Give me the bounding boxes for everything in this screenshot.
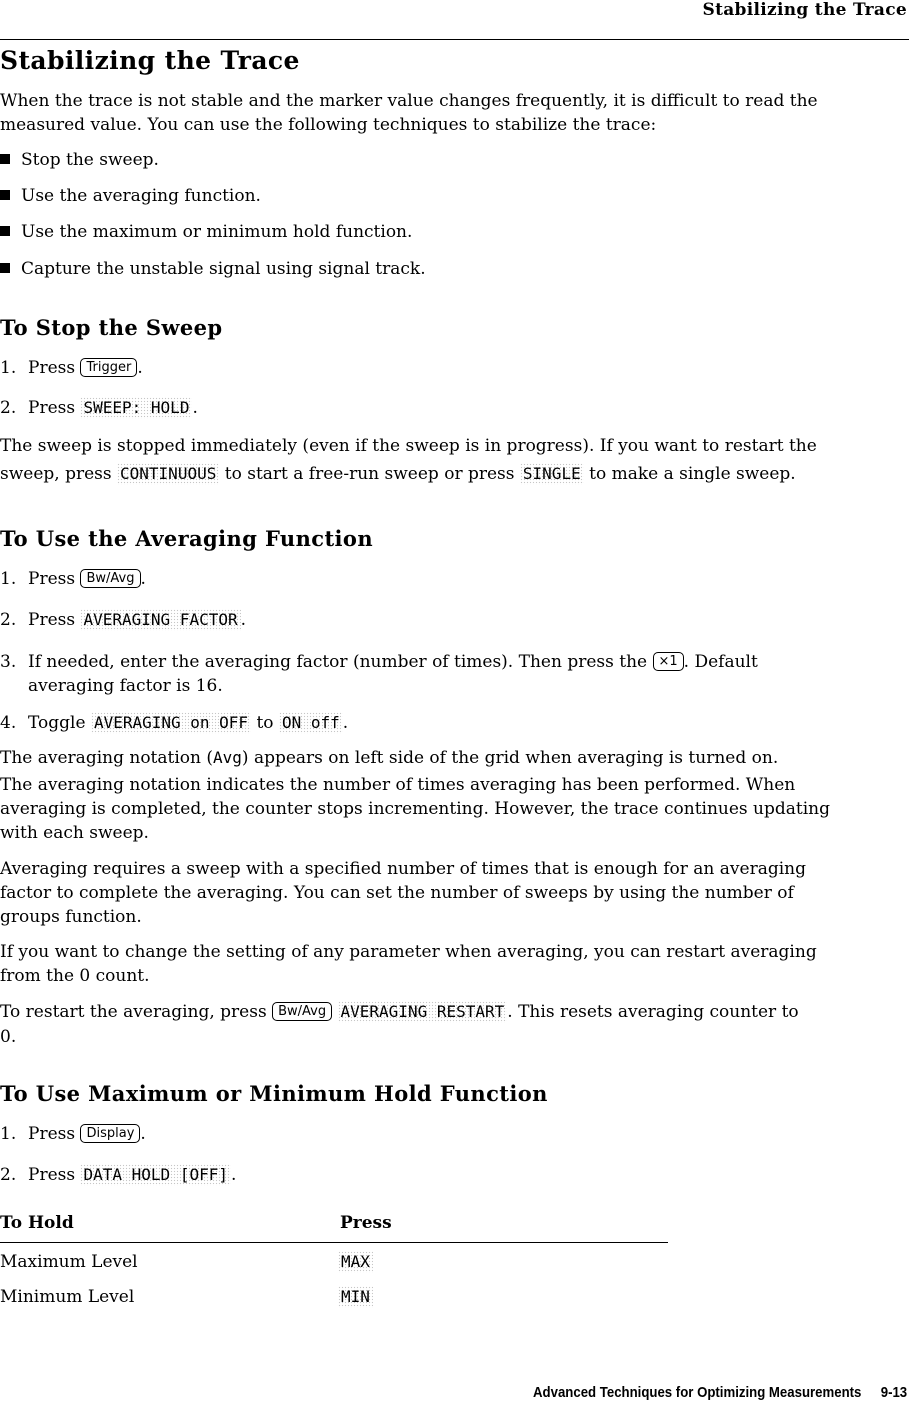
- bullet-item: [0, 184, 261, 208]
- step-1: [0, 567, 146, 591]
- table-cell-press: [338, 1285, 373, 1309]
- step-4: [0, 711, 348, 735]
- softkey-on-off[interactable]: ON off: [279, 712, 343, 734]
- avg-para2-line-3: groups function.: [0, 907, 142, 927]
- para-text: The averaging notation (: [0, 748, 214, 768]
- stop-para-line-2: [0, 462, 796, 486]
- running-head: Stabilizing the Trace: [702, 0, 907, 20]
- footer-title: Advanced Techniques for Optimizing Measurements: [532, 1384, 862, 1401]
- step-punct: .: [137, 358, 143, 378]
- bullet-icon: [0, 190, 10, 200]
- avg-para1-line-2: The averaging notation indicates the number of times averaging has been performed. When: [0, 775, 796, 795]
- step-2: [0, 1163, 236, 1187]
- step-3: [0, 650, 758, 674]
- softkey-averaging-restart[interactable]: AVERAGING RESTART: [338, 1001, 508, 1023]
- bullet-text: Use the maximum or minimum hold function.: [21, 222, 413, 242]
- softkey-min[interactable]: MIN: [338, 1286, 373, 1308]
- bw-avg-key[interactable]: Bw/Avg: [80, 569, 140, 588]
- table-header-press: Press: [340, 1213, 392, 1233]
- step-punct: .: [192, 398, 198, 418]
- table-rule: [0, 1242, 668, 1243]
- para-text: ) appears on left side of the grid when averaging is turned on.: [241, 748, 779, 768]
- stop-para-line-1: The sweep is stopped immediately (even if the sweep is in progress). If you want to restart the: [0, 436, 817, 456]
- step-1: [0, 356, 143, 380]
- avg-para2-line-2: factor to complete the averaging. You can set the number of sweeps by using the number of: [0, 883, 794, 903]
- table-cell-hold: Minimum Level: [0, 1287, 135, 1307]
- step-number: 2.: [0, 398, 17, 418]
- avg-para3-line-2: from the 0 count.: [0, 966, 150, 986]
- step-text: . Default: [683, 652, 758, 672]
- avg-para1-line-4: with each sweep.: [0, 823, 149, 843]
- avg-para1-line-1: [0, 746, 778, 770]
- softkey-continuous[interactable]: CONTINUOUS: [117, 463, 219, 485]
- step-2: [0, 396, 198, 420]
- x1-key[interactable]: ×1: [653, 652, 684, 671]
- step-punct: .: [342, 713, 349, 733]
- table-cell-press: [338, 1250, 373, 1274]
- para-text: to make a single sweep.: [589, 464, 796, 484]
- bullet-item: [0, 220, 412, 244]
- table-header-to-hold: To Hold: [0, 1213, 74, 1233]
- step-text: Toggle: [28, 713, 86, 733]
- bullet-icon: [0, 154, 10, 164]
- bullet-text: Use the averaging function.: [21, 186, 261, 206]
- para-text: To restart the averaging, press: [0, 1002, 267, 1022]
- bullet-text: Capture the unstable signal using signal track.: [21, 259, 426, 279]
- step-1: [0, 1122, 146, 1146]
- step-text: If needed, enter the averaging factor (number of times). Then press the: [28, 652, 648, 672]
- header-rule: [0, 39, 909, 40]
- para-text: . This resets averaging counter to: [507, 1002, 799, 1022]
- page-footer: [533, 1384, 907, 1401]
- softkey-sweep-hold[interactable]: SWEEP: HOLD: [80, 397, 192, 419]
- step-2: [0, 608, 246, 632]
- display-key[interactable]: Display: [80, 1124, 140, 1143]
- softkey-max[interactable]: MAX: [338, 1251, 373, 1273]
- section-heading-hold: To Use Maximum or Minimum Hold Function: [0, 1081, 548, 1106]
- softkey-averaging-factor[interactable]: AVERAGING FACTOR: [80, 609, 240, 631]
- step-text: Press: [28, 569, 76, 589]
- softkey-averaging-on-off[interactable]: AVERAGING on OFF: [91, 712, 251, 734]
- step-number: 1.: [0, 569, 17, 589]
- bullet-item: [0, 148, 159, 172]
- step-text: Press: [28, 1124, 76, 1144]
- bullet-item: [0, 257, 426, 281]
- section-heading-stop-sweep: To Stop the Sweep: [0, 315, 223, 340]
- trigger-key[interactable]: Trigger: [80, 358, 137, 377]
- para-text: sweep, press: [0, 464, 112, 484]
- step-3-line-2: averaging factor is 16.: [28, 676, 223, 696]
- avg-para2-line-1: Averaging requires a sweep with a specified number of times that is enough for an averaging: [0, 859, 806, 879]
- step-number: 3.: [0, 652, 17, 672]
- step-number: 1.: [0, 1124, 17, 1144]
- step-text: Press: [28, 1165, 76, 1185]
- step-text: Press: [28, 610, 76, 630]
- avg-para1-line-3: averaging is completed, the counter stops incrementing. However, the trace continues updating: [0, 799, 831, 819]
- bw-avg-key[interactable]: Bw/Avg: [272, 1002, 332, 1021]
- avg-para4-line-1: [0, 1000, 799, 1024]
- section-heading-averaging: To Use the Averaging Function: [0, 526, 373, 551]
- step-punct: .: [140, 569, 146, 589]
- softkey-data-hold[interactable]: DATA HOLD [OFF]: [80, 1164, 231, 1186]
- step-text: Press: [28, 358, 76, 378]
- step-punct: .: [140, 1124, 146, 1144]
- para-text: to start a free-run sweep or press: [224, 464, 515, 484]
- avg-para4-line-2: 0.: [0, 1027, 17, 1047]
- step-number: 4.: [0, 713, 17, 733]
- page-number: 9-13: [880, 1384, 907, 1401]
- step-punct: .: [240, 610, 247, 630]
- avg-para3-line-1: If you want to change the setting of any parameter when averaging, you can restart averaging: [0, 942, 817, 962]
- bullet-text: Stop the sweep.: [21, 150, 159, 170]
- step-text: to: [256, 713, 274, 733]
- intro-line-2: measured value. You can use the following techniques to stabilize the trace:: [0, 115, 657, 135]
- step-number: 1.: [0, 358, 17, 378]
- table-cell-hold: Maximum Level: [0, 1252, 138, 1272]
- page-title: Stabilizing the Trace: [0, 46, 300, 75]
- avg-notation-code: Avg: [213, 748, 242, 767]
- step-number: 2.: [0, 610, 17, 630]
- intro-line-1: When the trace is not stable and the marker value changes frequently, it is difficult to read the: [0, 91, 818, 111]
- bullet-icon: [0, 226, 10, 236]
- bullet-icon: [0, 263, 10, 273]
- step-number: 2.: [0, 1165, 17, 1185]
- softkey-single[interactable]: SINGLE: [520, 463, 584, 485]
- step-punct: .: [230, 1165, 237, 1185]
- step-text: Press: [28, 398, 76, 418]
